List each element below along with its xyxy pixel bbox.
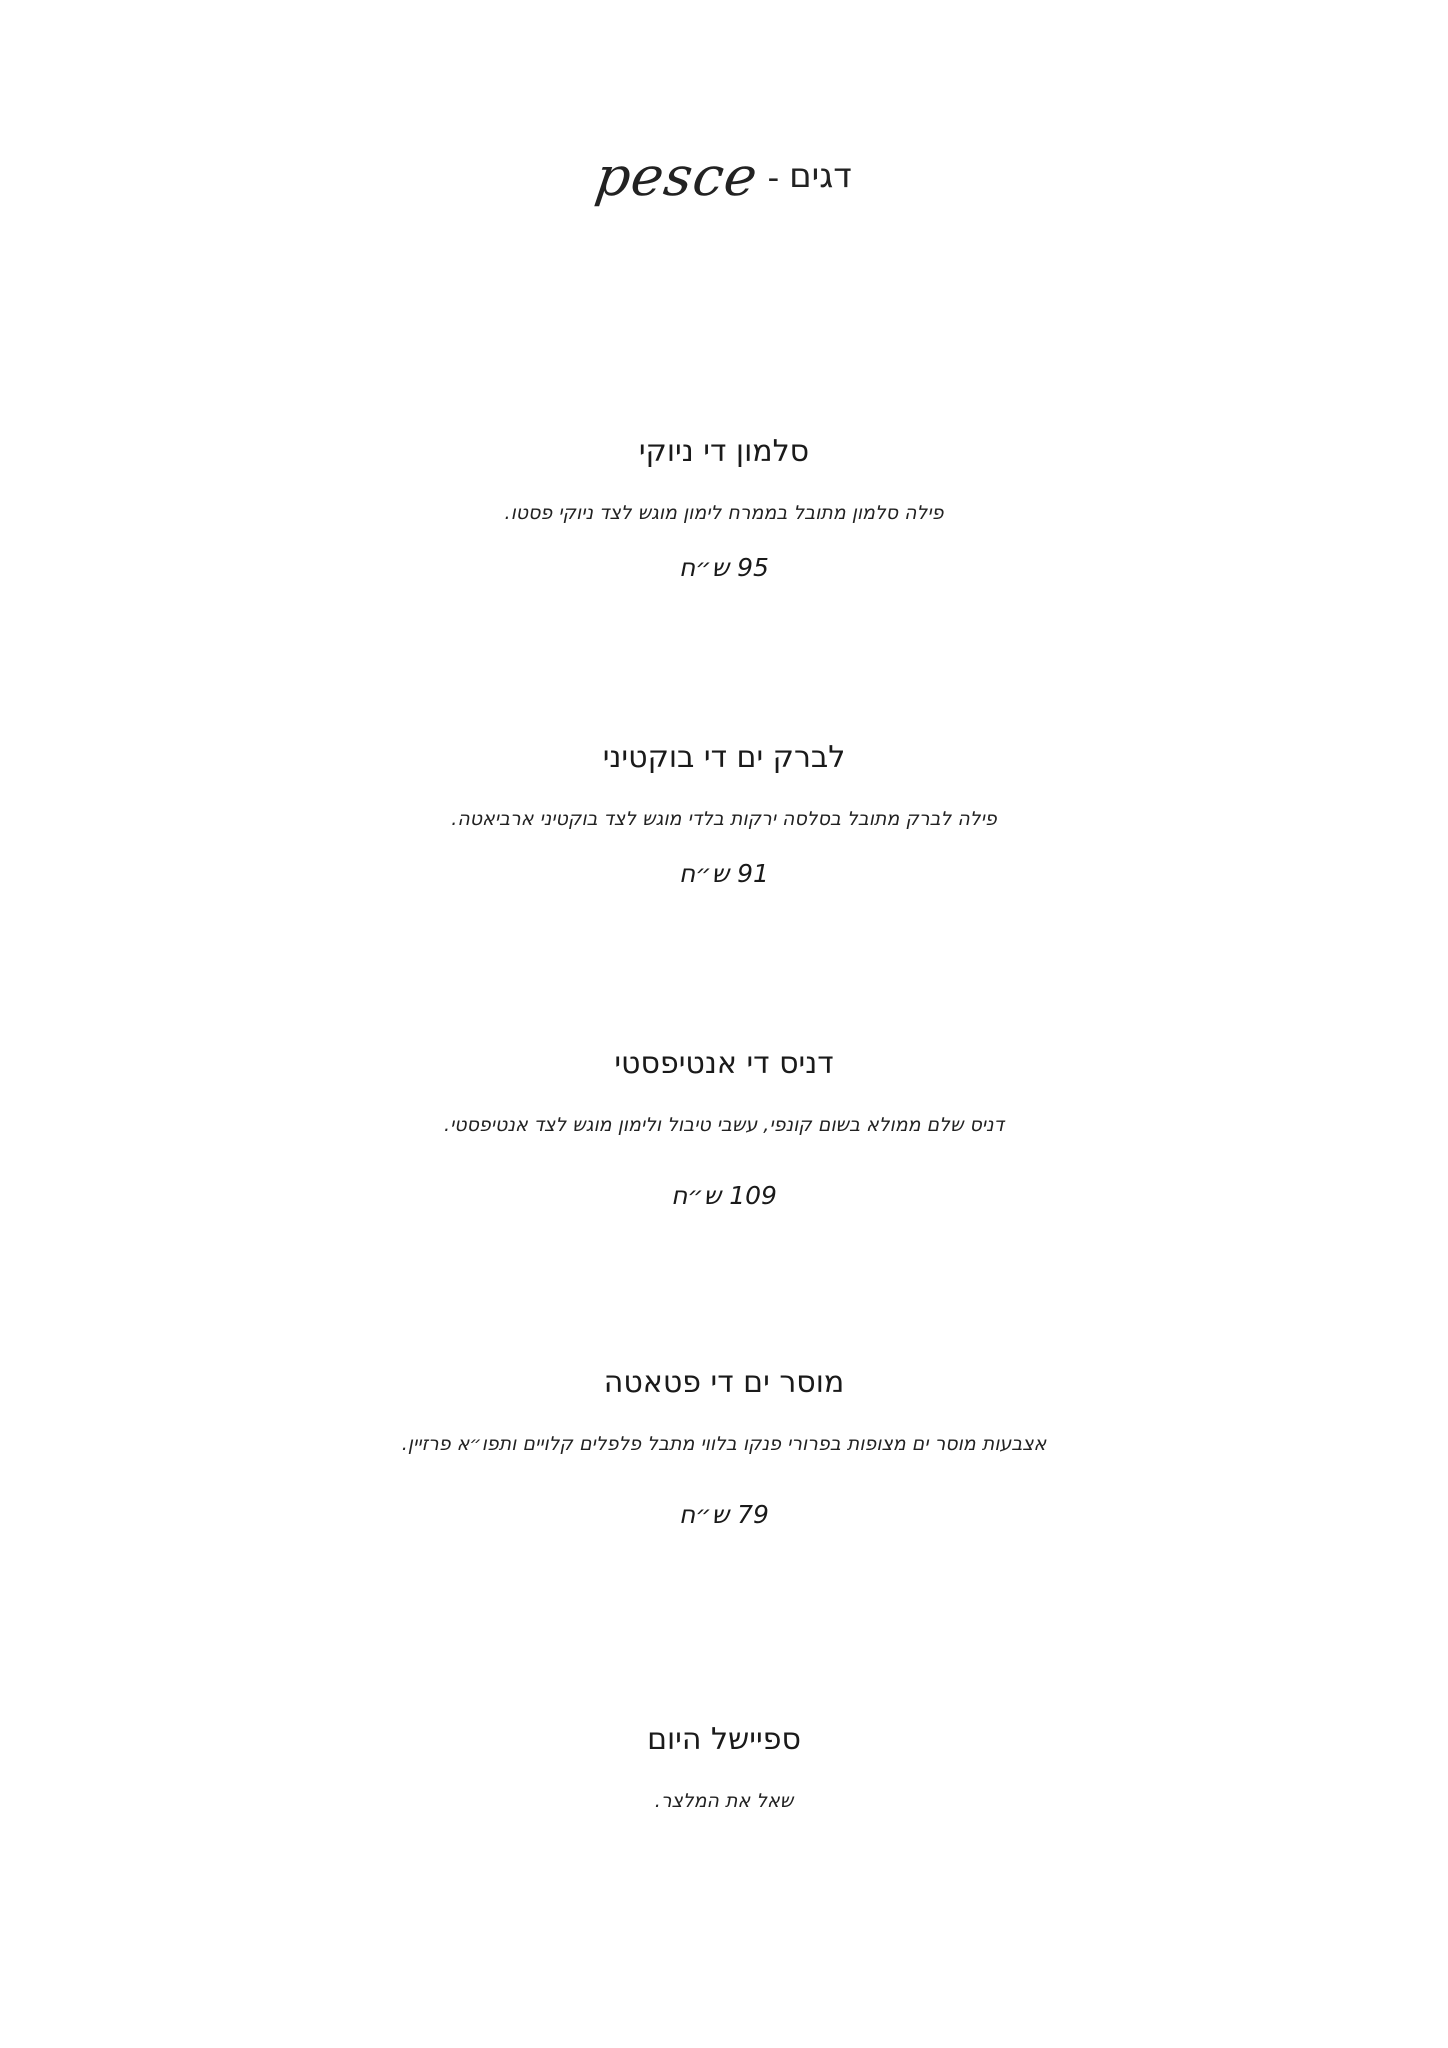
section-title-separator: - <box>767 158 780 198</box>
section-title-italian: pesce <box>591 145 763 208</box>
item-description: פילה סלמון מתובל בממרח לימון מוגש לצד ניוקי פסטו. <box>504 502 944 524</box>
item-name: סלמון די ניוקי <box>638 434 810 469</box>
item-price: 109 ש״ח <box>671 1181 777 1210</box>
menu-item-daily-special <box>0 1720 1448 1814</box>
item-description: אצבעות מוסר ים מצופות בפרורי פנקו בלווי מתבל פלפלים קלויים ותפו״א פרזיין. <box>401 1433 1047 1455</box>
menu-item-denis <box>0 1044 1448 1212</box>
menu-item-grouper <box>0 1363 1448 1531</box>
item-name: דניס די אנטיפסטי <box>614 1046 834 1081</box>
section-title-hebrew: דגים <box>789 156 852 196</box>
item-price: 79 ש״ח <box>679 1500 769 1529</box>
item-description: פילה לברק מתובל בסלסה ירקות בלדי מוגש לצד בוקטיני ארביאטה. <box>451 808 997 830</box>
item-description: דניס שלם ממולא בשום קונפי, עשבי טיבול ולימון מוגש לצד אנטיפסטי. <box>443 1114 1005 1136</box>
item-name: מוסר ים די פטאטה <box>603 1365 845 1400</box>
section-header <box>0 145 1448 208</box>
menu-item-salmon <box>0 432 1448 584</box>
item-name: ספיישל היום <box>647 1722 801 1757</box>
item-price: 95 ש״ח <box>679 553 769 582</box>
item-description: שאל את המלצר. <box>654 1790 794 1812</box>
menu-item-sea-bass <box>0 738 1448 890</box>
item-price: 91 ש״ח <box>679 859 769 888</box>
item-name: לברק ים די בוקטיני <box>602 740 846 775</box>
